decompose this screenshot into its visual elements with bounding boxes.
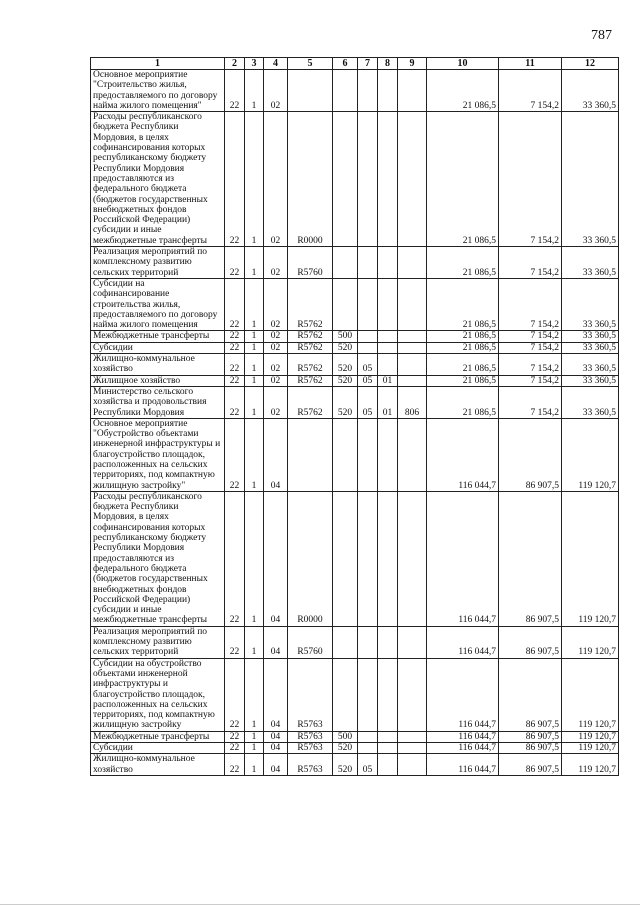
cell-amount-2023: 119 120,7 [562,658,619,731]
table-row [91,743,619,754]
cell-program: 22 [225,386,245,418]
cell-expense-type: 520 [333,375,358,386]
cell-direction: 04 [264,658,288,731]
cell-amount-2023: 33 360,5 [562,278,619,330]
cell-code: R5762 [288,278,333,330]
cell-direction: 04 [264,418,288,491]
cell-section: 05 [358,354,378,376]
cell-expense-type [333,418,358,491]
cell-amount-2021: 21 086,5 [427,247,499,279]
cell-amount-2022: 7 154,2 [499,70,562,112]
cell-amount-2021: 21 086,5 [427,354,499,376]
cell-program: 22 [225,375,245,386]
cell-subprogram: 1 [245,112,264,247]
cell-code: R0000 [288,112,333,247]
item-name: Реализация мероприятий по комплексному развитию сельских территорий [91,247,225,279]
table-row [91,70,619,112]
cell-direction: 02 [264,354,288,376]
cell-direction: 02 [264,112,288,247]
cell-section: 05 [358,375,378,386]
cell-subsection [378,754,398,776]
cell-amount-2021: 116 044,7 [427,418,499,491]
cell-expense-type [333,70,358,112]
cell-program: 22 [225,658,245,731]
cell-subprogram: 1 [245,658,264,731]
cell-direction: 02 [264,70,288,112]
cell-direction: 02 [264,247,288,279]
cell-ministry [398,331,427,342]
cell-expense-type: 500 [333,731,358,742]
cell-section [358,626,378,658]
cell-code: R5762 [288,331,333,342]
cell-program: 22 [225,731,245,742]
cell-expense-type: 520 [333,386,358,418]
cell-amount-2023: 33 360,5 [562,247,619,279]
cell-amount-2023: 33 360,5 [562,342,619,353]
cell-amount-2022: 86 907,5 [499,658,562,731]
cell-subsection [378,658,398,731]
cell-ministry [398,375,427,386]
item-name: Основное мероприятие "Обустройство объектами инженерной инфраструктуры и благоустройство площадок, расположенных на сельских территориях, под компактную жилищную застройку" [91,418,225,491]
cell-ministry [398,626,427,658]
cell-amount-2021: 21 086,5 [427,375,499,386]
cell-amount-2023: 33 360,5 [562,375,619,386]
item-name: Жилищное хозяйство [91,375,225,386]
table-row [91,731,619,742]
cell-program: 22 [225,247,245,279]
cell-program: 22 [225,278,245,330]
cell-subsection [378,112,398,247]
cell-subprogram: 1 [245,331,264,342]
column-header: 3 [245,58,264,70]
cell-ministry [398,354,427,376]
cell-section [358,342,378,353]
cell-amount-2022: 7 154,2 [499,354,562,376]
cell-ministry [398,491,427,626]
item-name: Субсидии [91,342,225,353]
table-row [91,754,619,776]
item-name: Расходы республиканского бюджета Республики Мордовия, в целях софинансирования которых республиканскому бюджету Республики Мордовия предоставляются из федерального бюджета (бюджетов государственных внебюджетных фондов Российской Федерации) субсидии и иные межбюджетные трансферты [91,491,225,626]
cell-section [358,418,378,491]
cell-expense-type [333,112,358,247]
cell-program: 22 [225,418,245,491]
item-name: Жилищно-коммунальное хозяйство [91,754,225,776]
cell-subprogram: 1 [245,418,264,491]
cell-subprogram: 1 [245,278,264,330]
cell-code: R5763 [288,743,333,754]
cell-code: R5760 [288,626,333,658]
cell-subsection [378,354,398,376]
item-name: Жилищно-коммунальное хозяйство [91,354,225,376]
table-row [91,342,619,353]
cell-code: R5762 [288,342,333,353]
table-row [91,247,619,279]
column-header: 6 [333,58,358,70]
cell-subsection [378,70,398,112]
cell-program: 22 [225,70,245,112]
cell-program: 22 [225,491,245,626]
cell-direction: 02 [264,278,288,330]
cell-ministry [398,278,427,330]
cell-section: 05 [358,754,378,776]
column-header: 10 [427,58,499,70]
cell-amount-2021: 116 044,7 [427,754,499,776]
column-header: 1 [91,58,225,70]
cell-expense-type [333,247,358,279]
cell-amount-2022: 7 154,2 [499,278,562,330]
table-row [91,331,619,342]
cell-expense-type [333,658,358,731]
cell-code: R5763 [288,658,333,731]
column-header: 9 [398,58,427,70]
cell-amount-2021: 21 086,5 [427,331,499,342]
cell-amount-2022: 86 907,5 [499,731,562,742]
cell-amount-2022: 7 154,2 [499,112,562,247]
cell-subsection [378,418,398,491]
cell-ministry: 806 [398,386,427,418]
cell-subprogram: 1 [245,743,264,754]
cell-program: 22 [225,743,245,754]
cell-section [358,743,378,754]
column-header: 5 [288,58,333,70]
cell-ministry [398,342,427,353]
column-header: 11 [499,58,562,70]
cell-direction: 04 [264,743,288,754]
cell-section [358,70,378,112]
cell-amount-2022: 86 907,5 [499,491,562,626]
cell-amount-2023: 33 360,5 [562,112,619,247]
cell-amount-2021: 21 086,5 [427,112,499,247]
table-row [91,418,619,491]
cell-subsection: 01 [378,386,398,418]
cell-subprogram: 1 [245,354,264,376]
cell-amount-2022: 7 154,2 [499,386,562,418]
cell-amount-2021: 116 044,7 [427,731,499,742]
cell-program: 22 [225,754,245,776]
item-name: Межбюджетные трансферты [91,331,225,342]
cell-subsection: 01 [378,375,398,386]
column-header: 4 [264,58,288,70]
cell-subsection [378,331,398,342]
cell-direction: 04 [264,731,288,742]
cell-code [288,70,333,112]
cell-direction: 02 [264,375,288,386]
cell-ministry [398,743,427,754]
page-number: 787 [591,28,612,43]
cell-amount-2023: 33 360,5 [562,70,619,112]
table-row [91,354,619,376]
cell-section [358,247,378,279]
cell-subsection [378,731,398,742]
cell-ministry [398,754,427,776]
item-name: Субсидии на софинансирование строительства жилья, предоставляемого по договору найма жилого помещения [91,278,225,330]
cell-section: 05 [358,386,378,418]
cell-amount-2021: 116 044,7 [427,658,499,731]
cell-subsection [378,278,398,330]
cell-amount-2022: 7 154,2 [499,331,562,342]
cell-code: R5763 [288,731,333,742]
cell-direction: 02 [264,386,288,418]
cell-amount-2022: 86 907,5 [499,626,562,658]
cell-program: 22 [225,354,245,376]
column-header: 12 [562,58,619,70]
cell-amount-2023: 119 120,7 [562,754,619,776]
cell-subprogram: 1 [245,626,264,658]
table-row [91,658,619,731]
cell-amount-2021: 21 086,5 [427,386,499,418]
cell-amount-2023: 119 120,7 [562,626,619,658]
cell-direction: 02 [264,331,288,342]
cell-amount-2021: 116 044,7 [427,626,499,658]
cell-section [358,491,378,626]
cell-expense-type [333,491,358,626]
table-row [91,375,619,386]
cell-ministry [398,112,427,247]
cell-amount-2022: 7 154,2 [499,247,562,279]
table-row [91,112,619,247]
cell-expense-type [333,278,358,330]
cell-expense-type: 520 [333,354,358,376]
item-name: Субсидии [91,743,225,754]
cell-subprogram: 1 [245,247,264,279]
cell-subsection [378,342,398,353]
cell-subprogram: 1 [245,386,264,418]
cell-subsection [378,491,398,626]
cell-expense-type: 520 [333,342,358,353]
cell-section [358,112,378,247]
cell-subprogram: 1 [245,731,264,742]
cell-amount-2023: 33 360,5 [562,354,619,376]
table-row [91,626,619,658]
cell-subsection [378,626,398,658]
cell-section [358,731,378,742]
budget-table [90,57,619,776]
cell-ministry [398,658,427,731]
cell-amount-2022: 7 154,2 [499,342,562,353]
column-header: 2 [225,58,245,70]
cell-section [358,658,378,731]
cell-code: R5760 [288,247,333,279]
column-header: 7 [358,58,378,70]
table-row [91,386,619,418]
cell-expense-type: 520 [333,743,358,754]
table-header-row [91,58,619,70]
cell-expense-type: 500 [333,331,358,342]
cell-section [358,331,378,342]
cell-amount-2021: 116 044,7 [427,491,499,626]
cell-subprogram: 1 [245,491,264,626]
cell-subprogram: 1 [245,342,264,353]
item-name: Министерство сельского хозяйства и продовольствия Республики Мордовия [91,386,225,418]
cell-expense-type [333,626,358,658]
cell-amount-2021: 21 086,5 [427,70,499,112]
cell-direction: 04 [264,754,288,776]
cell-amount-2022: 86 907,5 [499,743,562,754]
cell-program: 22 [225,112,245,247]
cell-direction: 04 [264,491,288,626]
cell-subprogram: 1 [245,70,264,112]
item-name: Субсидии на обустройство объектами инженерной инфраструктуры и благоустройство площадок, расположенных на сельских территориях, под компактную жилищную застройку [91,658,225,731]
cell-amount-2022: 7 154,2 [499,375,562,386]
cell-program: 22 [225,331,245,342]
cell-code: R5763 [288,754,333,776]
cell-amount-2023: 119 120,7 [562,491,619,626]
table-row [91,278,619,330]
cell-amount-2023: 119 120,7 [562,743,619,754]
cell-expense-type: 520 [333,754,358,776]
cell-direction: 02 [264,342,288,353]
cell-direction: 04 [264,626,288,658]
cell-ministry [398,731,427,742]
column-header: 8 [378,58,398,70]
cell-subsection [378,743,398,754]
cell-code: R0000 [288,491,333,626]
cell-amount-2023: 33 360,5 [562,386,619,418]
cell-code: R5762 [288,354,333,376]
cell-ministry [398,418,427,491]
table-body [91,70,619,776]
cell-subsection [378,247,398,279]
cell-amount-2023: 33 360,5 [562,331,619,342]
item-name: Основное мероприятие "Строительство жилья, предоставляемого по договору найма жилого помещения" [91,70,225,112]
cell-amount-2022: 86 907,5 [499,418,562,491]
cell-program: 22 [225,626,245,658]
table-row [91,491,619,626]
cell-amount-2023: 119 120,7 [562,418,619,491]
item-name: Реализация мероприятий по комплексному развитию сельских территорий [91,626,225,658]
cell-subprogram: 1 [245,754,264,776]
cell-code [288,418,333,491]
cell-code: R5762 [288,386,333,418]
cell-ministry [398,247,427,279]
cell-amount-2021: 21 086,5 [427,278,499,330]
cell-code: R5762 [288,375,333,386]
cell-amount-2021: 21 086,5 [427,342,499,353]
cell-amount-2023: 119 120,7 [562,731,619,742]
cell-subprogram: 1 [245,375,264,386]
cell-amount-2022: 86 907,5 [499,754,562,776]
cell-section [358,278,378,330]
item-name: Межбюджетные трансферты [91,731,225,742]
cell-amount-2021: 116 044,7 [427,743,499,754]
cell-program: 22 [225,342,245,353]
item-name: Расходы республиканского бюджета Республики Мордовия, в целях софинансирования которых республиканскому бюджету Республики Мордовия предоставляются из федерального бюджета (бюджетов государственных внебюджетных фондов Российской Федерации) субсидии и иные межбюджетные трансферты [91,112,225,247]
cell-ministry [398,70,427,112]
